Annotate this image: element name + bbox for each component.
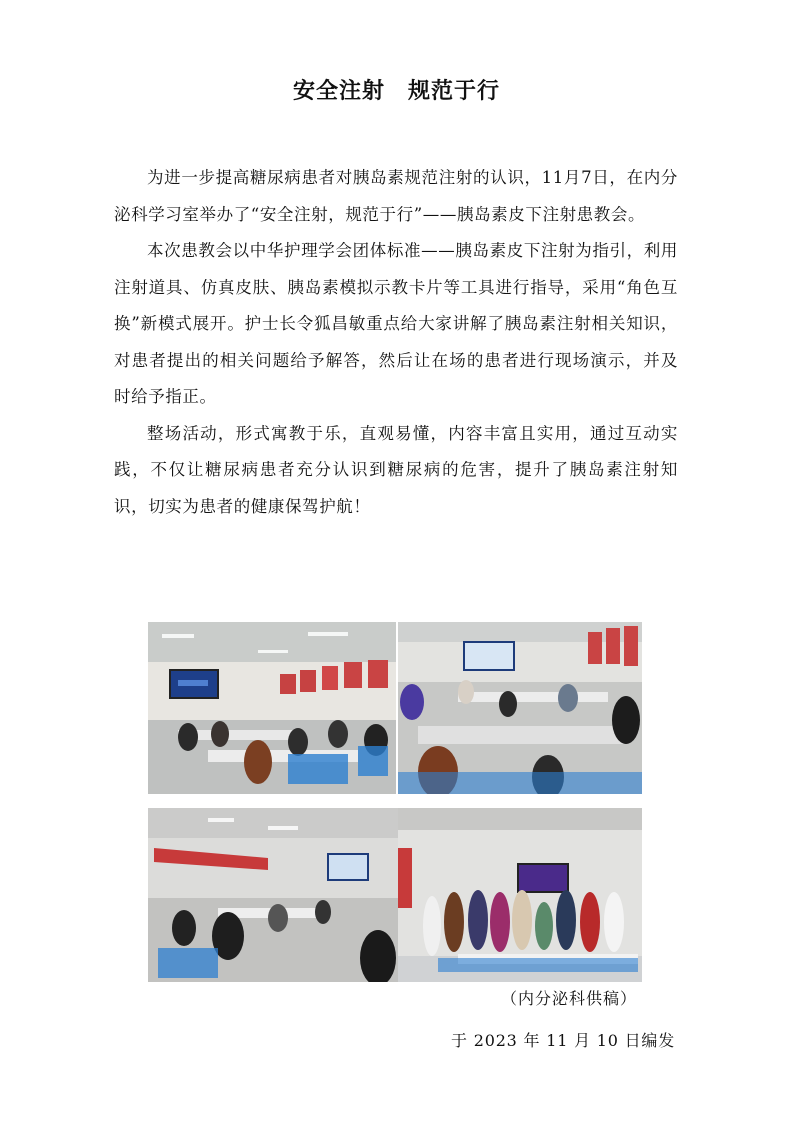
- classroom-photo-1: [148, 622, 396, 794]
- publish-date: 于 2023 年 11 月 10 日编发: [451, 1031, 675, 1050]
- paragraph-1: 为进一步提高糖尿病患者对胰岛素规范注射的认识，11月7日，在内分泌科学习室举办了“安全注射，规范于行”——胰岛素皮下注射患教会。: [114, 168, 678, 224]
- paragraph-3: 整场活动，形式寓教于乐，直观易懂，内容丰富且实用，通过互动实践，不仅让糖尿病患者充分认识到糖尿病的危害，提升了胰岛素注射知识，切实为患者的健康保驾护航！: [114, 423, 678, 516]
- classroom-photo-3: [148, 808, 398, 982]
- photo-grid: [148, 622, 642, 982]
- paragraph-2: 本次患教会以中华护理学会团体标准——胰岛素皮下注射为指引，利用注射道具、仿真皮肤、胰岛素模拟示教卡片等工具进行指导，采用“角色互换”新模式展开。护士长令狐昌敏重点给大家讲解了胰岛素注射相关知识，对患者提出的相关问题给予解答，然后让在场的患者进行现场演示，并及时给予指正。: [114, 241, 678, 406]
- source-credit: （内分泌科供稿）: [500, 989, 637, 1008]
- article-body: [114, 160, 678, 525]
- page-title: 安全注射 规范于行: [292, 79, 500, 104]
- classroom-photo-2: [398, 622, 642, 794]
- group-photo: [398, 808, 642, 982]
